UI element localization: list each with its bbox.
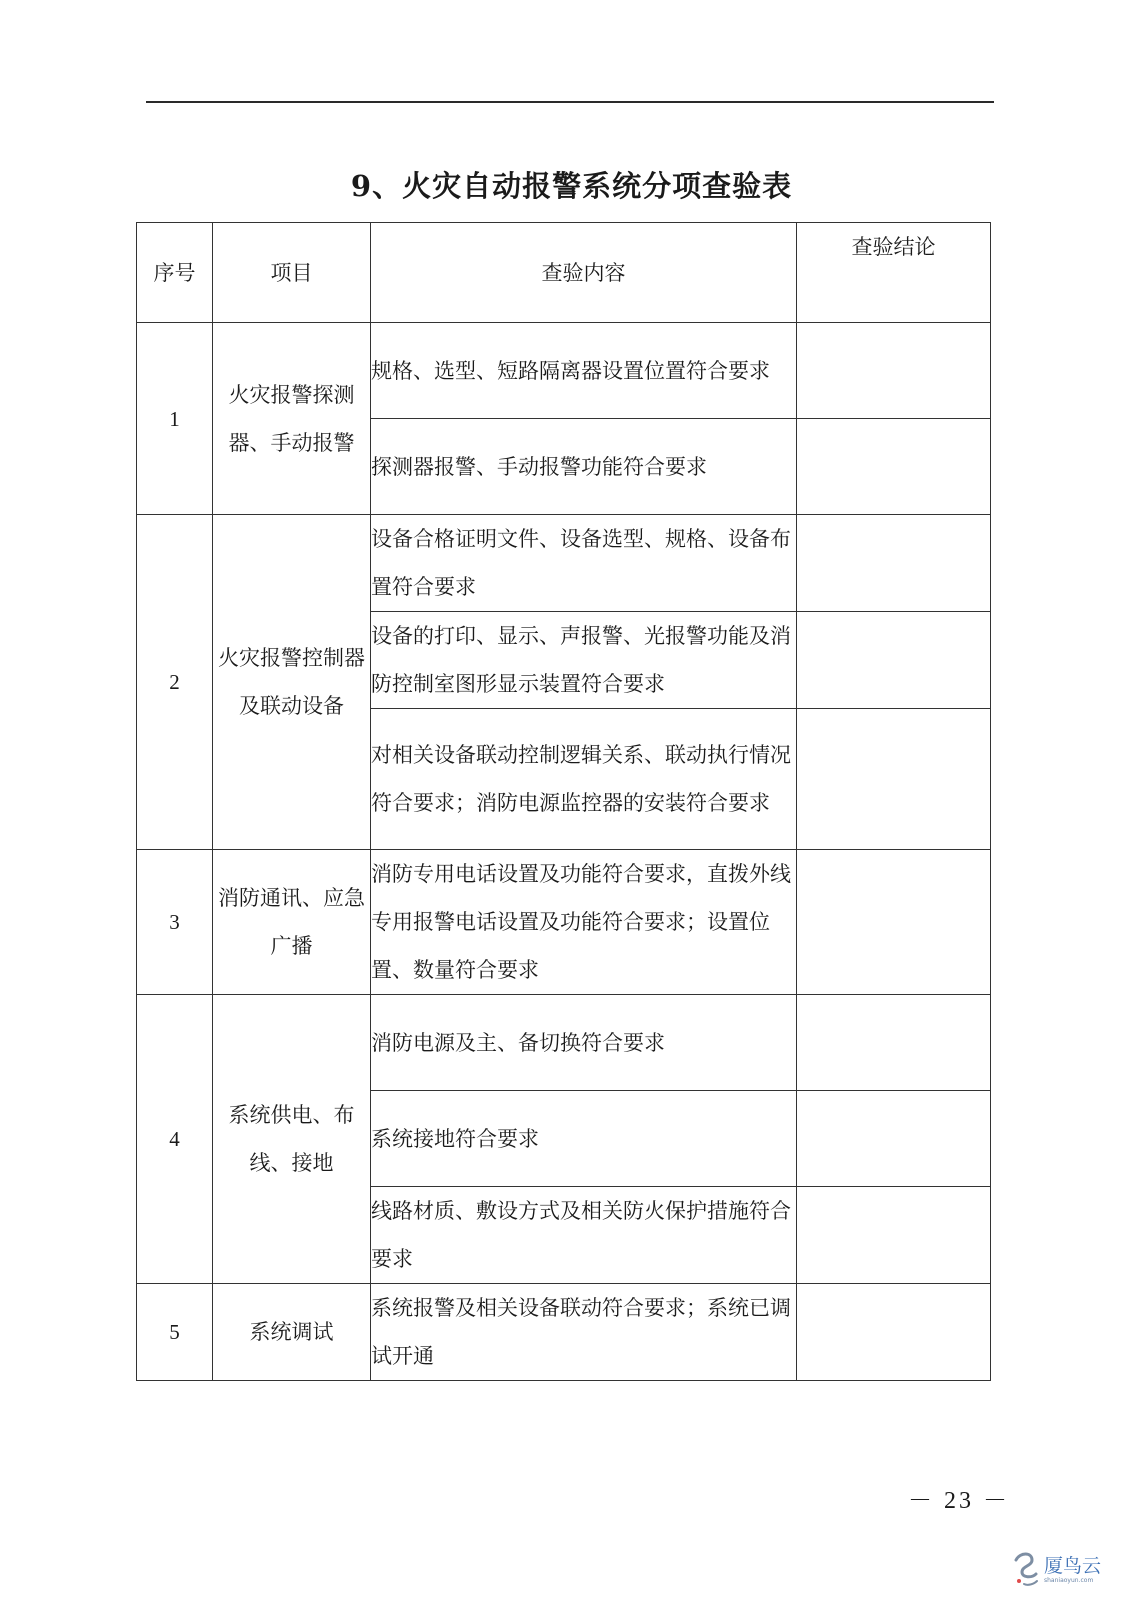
conclusion-cell[interactable] (797, 850, 991, 995)
row-content: 规格、选型、短路隔离器设置位置符合要求 (371, 323, 797, 419)
row-content: 系统接地符合要求 (371, 1091, 797, 1187)
conclusion-cell[interactable] (797, 1091, 991, 1187)
table-row (137, 995, 991, 1091)
conclusion-cell[interactable] (797, 419, 991, 515)
table-row (137, 850, 991, 995)
header-content: 查验内容 (371, 223, 797, 323)
table-header-row (137, 223, 991, 323)
row-content: 系统报警及相关设备联动符合要求；系统已调试开通 (371, 1284, 797, 1381)
table-row (137, 515, 991, 612)
row-item: 火灾报警控制器及联动设备 (213, 515, 371, 850)
header-index: 序号 (137, 223, 213, 323)
conclusion-cell[interactable] (797, 709, 991, 850)
watermark-brand: 厦鸟云 (1044, 1554, 1102, 1577)
row-index: 3 (137, 850, 213, 995)
row-content: 对相关设备联动控制逻辑关系、联动执行情况符合要求；消防电源监控器的安装符合要求 (371, 709, 797, 850)
conclusion-cell[interactable] (797, 323, 991, 419)
header-item: 项目 (213, 223, 371, 323)
row-content: 消防专用电话设置及功能符合要求，直拨外线专用报警电话设置及功能符合要求；设置位置、数量符合要求 (371, 850, 797, 995)
row-content: 探测器报警、手动报警功能符合要求 (371, 419, 797, 515)
header-rule (146, 101, 994, 103)
row-index: 5 (137, 1284, 213, 1381)
page-number: － 23 － (908, 1488, 1010, 1514)
row-content: 消防电源及主、备切换符合要求 (371, 995, 797, 1091)
conclusion-cell[interactable] (797, 995, 991, 1091)
row-index: 1 (137, 323, 213, 515)
row-item: 火灾报警探测器、手动报警 (213, 323, 371, 515)
row-item: 消防通讯、应急广播 (213, 850, 371, 995)
conclusion-cell[interactable] (797, 1187, 991, 1284)
header-conclusion: 查验结论 (797, 223, 991, 323)
conclusion-cell[interactable] (797, 515, 991, 612)
row-index: 4 (137, 995, 213, 1284)
row-index: 2 (137, 515, 213, 850)
watermark-url: shaniaoyun.com (1044, 1576, 1094, 1584)
conclusion-cell[interactable] (797, 1284, 991, 1381)
row-content: 设备合格证明文件、设备选型、规格、设备布置符合要求 (371, 515, 797, 612)
row-content: 设备的打印、显示、声报警、光报警功能及消防控制室图形显示装置符合要求 (371, 612, 797, 709)
bird-swirl-logo-icon (1010, 1548, 1040, 1592)
row-content: 线路材质、敷设方式及相关防火保护措施符合要求 (371, 1187, 797, 1284)
row-item: 系统调试 (213, 1284, 371, 1381)
conclusion-cell[interactable] (797, 612, 991, 709)
table-row (137, 1284, 991, 1381)
inspection-table (136, 222, 991, 1381)
page-title: 9、火灾自动报警系统分项查验表 (350, 169, 793, 203)
row-item: 系统供电、布线、接地 (213, 995, 371, 1284)
table-row (137, 323, 991, 419)
watermark (1010, 1545, 1125, 1595)
